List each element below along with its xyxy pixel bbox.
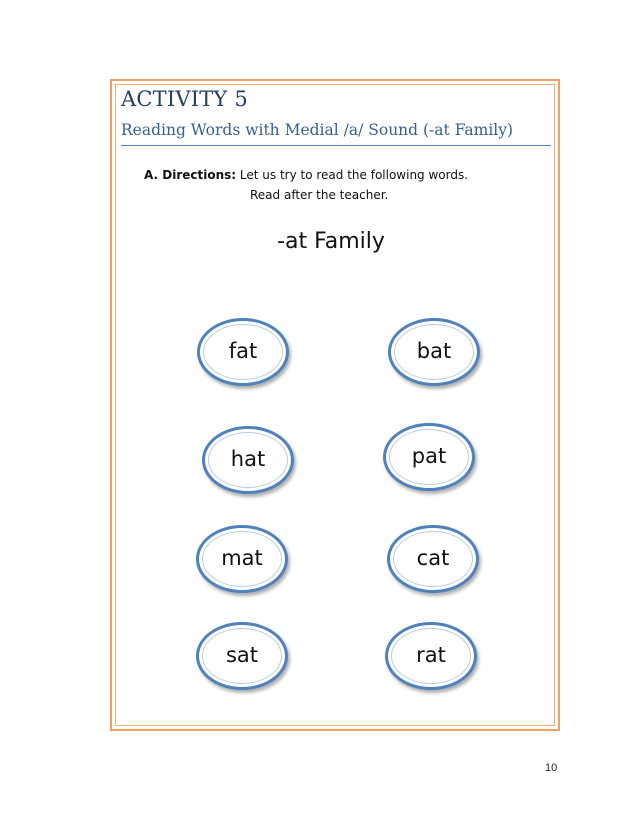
- title-underline: [121, 145, 551, 146]
- word-label: sat: [225, 643, 259, 668]
- word-oval-fat: [197, 318, 289, 386]
- word-oval-sat: [196, 622, 288, 690]
- directions-text-2: Read after the teacher.: [250, 188, 389, 202]
- activity-title: ACTIVITY 5: [121, 87, 248, 111]
- directions-text-1: Let us try to read the following words.: [239, 168, 469, 182]
- word-family-heading: -at Family: [277, 229, 385, 254]
- directions-label: A. Directions:: [144, 168, 237, 182]
- directions-line-1: [144, 168, 468, 182]
- word-label: rat: [416, 643, 446, 668]
- word-label: fat: [228, 339, 258, 364]
- word-oval-rat: [385, 622, 477, 690]
- word-label: mat: [221, 546, 263, 571]
- word-label: pat: [411, 444, 447, 469]
- word-oval-mat: [196, 525, 288, 593]
- word-label: cat: [416, 546, 450, 571]
- page-number: 10: [545, 762, 558, 774]
- word-label: hat: [230, 447, 266, 472]
- word-oval-hat: [202, 426, 294, 494]
- word-oval-bat: [388, 318, 480, 386]
- word-oval-pat: [383, 423, 475, 491]
- word-oval-cat: [387, 525, 479, 593]
- activity-subtitle: Reading Words with Medial /a/ Sound (-at Family): [121, 121, 514, 139]
- word-label: bat: [416, 339, 452, 364]
